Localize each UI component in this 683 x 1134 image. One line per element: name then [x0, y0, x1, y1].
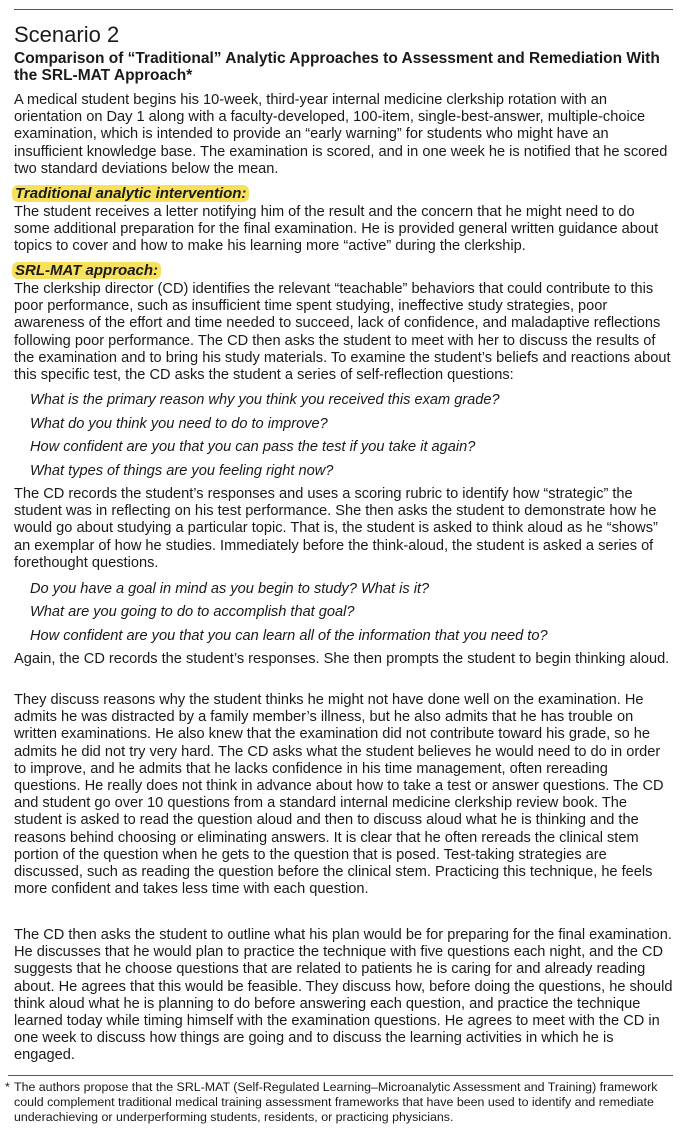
- footnote-mark: *: [5, 1080, 10, 1094]
- footnote-text: The authors propose that the SRL-MAT (Self-Regulated Learning–Microanalytic Assessment and Training) framework could complement traditional medical training assessment frameworks that have been used to identify and remediate underachieving or underperforming students, residents, or practicing physicians.: [14, 1080, 658, 1124]
- scenario-subtitle: Comparison of “Traditional” Analytic Approaches to Assessment and Remediation With the SRL-MAT Approach*: [14, 50, 660, 84]
- traditional-paragraph: The student receives a letter notifying him of the result and the concern that he might need to do some additional preparation for the final examination. He is provided general written guidance about topics to cover and how to make his learning more “active” during the clerkship.: [14, 204, 659, 255]
- traditional-heading: Traditional analytic intervention:: [12, 185, 249, 202]
- intro-paragraph: A medical student begins his 10-week, third-year internal medicine clerkship rotation with an orientation on Day 1 along with a faculty-developed, 100-item, single-best-answer, multiple-choice examination, which is intended to provide an “early warning” for students who might have an insufficient knowledge base. The examination is scored, and in one week he is notified that he scored two standard deviations below the mean.: [14, 92, 668, 177]
- footnote-rule: [8, 1075, 673, 1076]
- reflection-question: What do you think you need to do to improve?: [30, 416, 328, 432]
- srl-heading: SRL-MAT approach:: [12, 262, 161, 279]
- reflection-question: What types of things are you feeling right now?: [30, 463, 334, 479]
- srl-paragraph-3: Again, the CD records the student’s responses. She then prompts the student to begin thinking aloud.: [14, 651, 670, 667]
- forethought-question: What are you going to do to accomplish that goal?: [30, 604, 355, 620]
- reflection-question: How confident are you that you can pass the test if you take it again?: [30, 439, 476, 455]
- footnote: [5, 1080, 670, 1125]
- forethought-question: Do you have a goal in mind as you begin to study? What is it?: [30, 581, 430, 597]
- top-rule: [14, 9, 673, 10]
- forethought-question: How confident are you that you can learn all of the information that you need to?: [30, 628, 548, 644]
- srl-paragraph-4: They discuss reasons why the student thinks he might not have done well on the examination. He admits he was distracted by a family member’s illness, but he also admits that he has trouble on written examinations. He also knew that the examination did not contribute toward his grade, so he admits he did not try very hard. The CD asks what the student believes he would need to do in order to improve, and he admits that he lacks confidence in his time management, often rereading questions. He really does not think in advance about how to take a test or answer questions. The CD and student go over 10 questions from a standard internal medicine clerkship review book. The student is asked to read the question aloud and then to discuss aloud what he is thinking and the reasons behind choosing or eliminating answers. It is clear that he often rereads the clinical stem portion of the question when he gets to the question that is posed. Test-taking strategies are discussed, such as reading the question before the clinical stem. Practicing this technique, he feels more confident and takes less time with each question.: [14, 692, 664, 898]
- scenario-title: Scenario 2: [14, 22, 120, 47]
- srl-paragraph-5: The CD then asks the student to outline what his plan would be for preparing for the final examination. He discusses that he would plan to practice the technique with five questions each night, and the CD suggests that he choose questions that are related to patients he is caring for and already reading about. He agrees that this would be feasible. They discuss how, before doing the questions, he should think aloud what he is planning to do before answering each question, and practice the technique learned today while timing himself with the examination questions. He agrees to meet with the CD in one week to discuss how things are going and to discuss the learning activities in which he is engaged.: [14, 927, 673, 1064]
- srl-paragraph-1: The clerkship director (CD) identifies the relevant “teachable” behaviors that could contribute to this poor performance, such as insufficient time spent studying, ineffective study strategies, poor awareness of the effort and time needed to succeed, lack of confidence, and maladaptive reflections following poor performance. The CD then asks the student to meet with her to discuss the results of the examination and to bring his study materials. To examine the student’s beliefs and reactions about this specific test, the CD asks the student a series of self-reflection questions:: [14, 281, 671, 384]
- reflection-question: What is the primary reason why you think you received this exam grade?: [30, 392, 500, 408]
- srl-paragraph-2: The CD records the student’s responses and uses a scoring rubric to identify how “strategic” the student was in reflecting on his test performance. She then asks the student to demonstrate how he would go about studying a particular topic. That is, the student is asked to think aloud as he “shows” an exemplar of how he studies. Immediately before the think-aloud, the student is asked a series of forethought questions.: [14, 486, 658, 571]
